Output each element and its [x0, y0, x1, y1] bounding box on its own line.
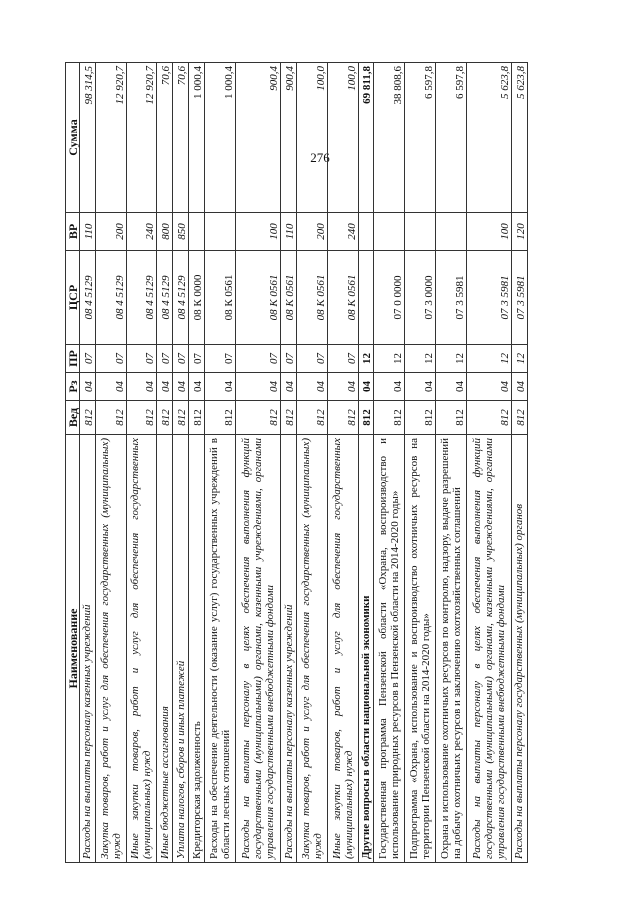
- cell-rz: 04: [511, 373, 527, 401]
- cell-vr: [189, 213, 205, 251]
- cell-csr: 08 К 0561: [297, 251, 328, 345]
- cell-ved: 812: [466, 401, 511, 435]
- cell-vr: [435, 213, 466, 251]
- cell-vr: 110: [80, 213, 96, 251]
- cell-name: Государственная программа Пензенской области «Охрана, воспроизводство и использование природных ресурсов в Пензенской области на 2014-2020 годы»: [374, 435, 405, 863]
- cell-sum: 100,0: [297, 63, 328, 213]
- cell-sum: 900,4: [281, 63, 297, 213]
- cell-csr: 08 К 0561: [281, 251, 297, 345]
- cell-name: Закупка товаров, работ и услуг для обеспечения государственных (муниципальных) нужд: [297, 435, 328, 863]
- cell-vr: [358, 213, 374, 251]
- cell-rz: 04: [157, 373, 173, 401]
- cell-pr: 12: [358, 345, 374, 373]
- cell-sum: 98 314,5: [80, 63, 96, 213]
- cell-pr: 07: [205, 345, 236, 373]
- cell-pr: 07: [126, 345, 157, 373]
- table-row: [205, 63, 236, 863]
- cell-csr: [358, 251, 374, 345]
- cell-csr: 08 К 0561: [327, 251, 358, 345]
- cell-name: Расходы на выплаты персоналу казенных учреждений: [80, 435, 96, 863]
- header-pr: ПР: [66, 345, 80, 373]
- cell-sum: 100,0: [327, 63, 358, 213]
- table-row: [95, 63, 126, 863]
- header-vr: ВР: [66, 213, 80, 251]
- cell-name: Уплата налогов, сборов и иных платежей: [173, 435, 189, 863]
- cell-pr: 12: [511, 345, 527, 373]
- table-row: [189, 63, 205, 863]
- cell-ved: 812: [435, 401, 466, 435]
- cell-sum: 38 808,6: [374, 63, 405, 213]
- cell-vr: 100: [466, 213, 511, 251]
- header-sum: Сумма: [66, 63, 80, 213]
- cell-rz: 04: [405, 373, 436, 401]
- cell-pr: 07: [95, 345, 126, 373]
- cell-pr: 07: [173, 345, 189, 373]
- cell-sum: 6 597,8: [435, 63, 466, 213]
- cell-rz: 04: [327, 373, 358, 401]
- header-csr: ЦСР: [66, 251, 80, 345]
- cell-rz: 04: [297, 373, 328, 401]
- cell-name: Иные бюджетные ассигнования: [157, 435, 173, 863]
- cell-ved: 812: [235, 401, 280, 435]
- cell-ved: 812: [157, 401, 173, 435]
- cell-rz: 04: [80, 373, 96, 401]
- cell-csr: 07 0 0000: [374, 251, 405, 345]
- cell-rz: 04: [126, 373, 157, 401]
- cell-csr: 08 4 5129: [80, 251, 96, 345]
- cell-pr: 12: [466, 345, 511, 373]
- cell-rz: 04: [173, 373, 189, 401]
- cell-name: Другие вопросы в области национальной экономики: [358, 435, 374, 863]
- cell-csr: 08 4 5129: [173, 251, 189, 345]
- cell-ved: 812: [374, 401, 405, 435]
- table-header-row: [66, 63, 80, 863]
- cell-name: Охрана и использование охотничьих ресурсов по контролю, надзору, выдаче разрешений на добычу охотничьих ресурсов и заключению охотхозяйственных соглашений: [435, 435, 466, 863]
- cell-vr: 240: [327, 213, 358, 251]
- header-ved: Вед: [66, 401, 80, 435]
- cell-ved: 812: [281, 401, 297, 435]
- cell-ved: 812: [80, 401, 96, 435]
- budget-table: [65, 62, 528, 863]
- cell-ved: 812: [189, 401, 205, 435]
- cell-csr: 07 3 0000: [405, 251, 436, 345]
- cell-csr: 08 4 5129: [157, 251, 173, 345]
- table-row: [281, 63, 297, 863]
- cell-ved: 812: [511, 401, 527, 435]
- cell-vr: 200: [297, 213, 328, 251]
- table-row: [511, 63, 527, 863]
- cell-name: Расходы на выплаты персоналу в целях обеспечения выполнения функций государственными (муниципальными) органами, казенными учреждениями, органами управления государственными внебюджетными фондами: [235, 435, 280, 863]
- cell-rz: 04: [435, 373, 466, 401]
- cell-ved: 812: [405, 401, 436, 435]
- cell-rz: 04: [189, 373, 205, 401]
- cell-csr: 07 3 5981: [511, 251, 527, 345]
- cell-sum: 70,6: [157, 63, 173, 213]
- cell-pr: 12: [374, 345, 405, 373]
- cell-vr: 110: [281, 213, 297, 251]
- table-body: [80, 63, 528, 863]
- cell-sum: 69 811,8: [358, 63, 374, 213]
- cell-sum: 6 597,8: [405, 63, 436, 213]
- cell-csr: 08 К 0561: [235, 251, 280, 345]
- cell-vr: 800: [157, 213, 173, 251]
- cell-vr: 100: [235, 213, 280, 251]
- cell-sum: 900,4: [235, 63, 280, 213]
- cell-sum: 1 000,4: [189, 63, 205, 213]
- budget-table-container: [65, 63, 528, 863]
- cell-csr: 07 3 5981: [435, 251, 466, 345]
- page-number: 276: [310, 150, 330, 165]
- table-row: [297, 63, 328, 863]
- cell-ved: 812: [327, 401, 358, 435]
- cell-name: Иные закупки товаров, работ и услуг для обеспечения государственных (муниципальных) нужд: [126, 435, 157, 863]
- table-row: [466, 63, 511, 863]
- cell-sum: 5 623,8: [511, 63, 527, 213]
- cell-name: Расходы на обеспечение деятельности (оказание услуг) государственных учреждений в области лесных отношений: [205, 435, 236, 863]
- cell-csr: 08 4 5129: [126, 251, 157, 345]
- table-row: [235, 63, 280, 863]
- cell-vr: [405, 213, 436, 251]
- cell-name: Расходы на выплаты персоналу государственных (муниципальных) органов: [511, 435, 527, 863]
- cell-csr: 07 3 5981: [466, 251, 511, 345]
- cell-vr: 240: [126, 213, 157, 251]
- cell-vr: [374, 213, 405, 251]
- cell-rz: 04: [281, 373, 297, 401]
- cell-rz: 04: [466, 373, 511, 401]
- cell-vr: 850: [173, 213, 189, 251]
- cell-rz: 04: [374, 373, 405, 401]
- cell-pr: 07: [157, 345, 173, 373]
- cell-pr: 07: [235, 345, 280, 373]
- table-row: [405, 63, 436, 863]
- cell-pr: 07: [297, 345, 328, 373]
- cell-rz: 04: [205, 373, 236, 401]
- cell-csr: 08 К 0561: [205, 251, 236, 345]
- cell-rz: 04: [358, 373, 374, 401]
- cell-rz: 04: [95, 373, 126, 401]
- cell-csr: 08 К 0000: [189, 251, 205, 345]
- cell-ved: 812: [95, 401, 126, 435]
- table-row: [327, 63, 358, 863]
- cell-sum: 70,6: [173, 63, 189, 213]
- cell-vr: 120: [511, 213, 527, 251]
- header-rz: Рз: [66, 373, 80, 401]
- cell-ved: 812: [205, 401, 236, 435]
- cell-sum: 5 623,8: [466, 63, 511, 213]
- cell-rz: 04: [235, 373, 280, 401]
- table-row: [126, 63, 157, 863]
- cell-name: Расходы на выплаты персоналу в целях обеспечения выполнения функций государственными (муниципальными) органами, казенными учреждениями, органами управления государственными внебюджетными фондами: [466, 435, 511, 863]
- cell-name: Кредиторская задолженность: [189, 435, 205, 863]
- cell-pr: 12: [435, 345, 466, 373]
- cell-sum: 12 920,7: [126, 63, 157, 213]
- cell-pr: 07: [327, 345, 358, 373]
- cell-sum: 12 920,7: [95, 63, 126, 213]
- table-row: [157, 63, 173, 863]
- table-row: [374, 63, 405, 863]
- cell-ved: 812: [126, 401, 157, 435]
- cell-name: Закупка товаров, работ и услуг для обеспечения государственных (муниципальных) нужд: [95, 435, 126, 863]
- cell-pr: 07: [80, 345, 96, 373]
- table-row: [173, 63, 189, 863]
- cell-pr: 12: [405, 345, 436, 373]
- cell-csr: 08 4 5129: [95, 251, 126, 345]
- cell-name: Иные закупки товаров, работ и услуг для обеспечения государственных (муниципальных) нужд: [327, 435, 358, 863]
- cell-ved: 812: [297, 401, 328, 435]
- cell-name: Подпрограмма «Охрана, использование и воспроизводство охотничьих ресурсов на территории Пензенской области на 2014-2020 годы»: [405, 435, 436, 863]
- cell-name: Расходы на выплаты персоналу казенных учреждений: [281, 435, 297, 863]
- cell-sum: 1 000,4: [205, 63, 236, 213]
- cell-pr: 07: [189, 345, 205, 373]
- cell-vr: 200: [95, 213, 126, 251]
- table-row: [358, 63, 374, 863]
- header-name: Наименование: [66, 435, 80, 863]
- cell-ved: 812: [358, 401, 374, 435]
- table-row: [80, 63, 96, 863]
- cell-vr: [205, 213, 236, 251]
- cell-pr: 07: [281, 345, 297, 373]
- cell-ved: 812: [173, 401, 189, 435]
- table-row: [435, 63, 466, 863]
